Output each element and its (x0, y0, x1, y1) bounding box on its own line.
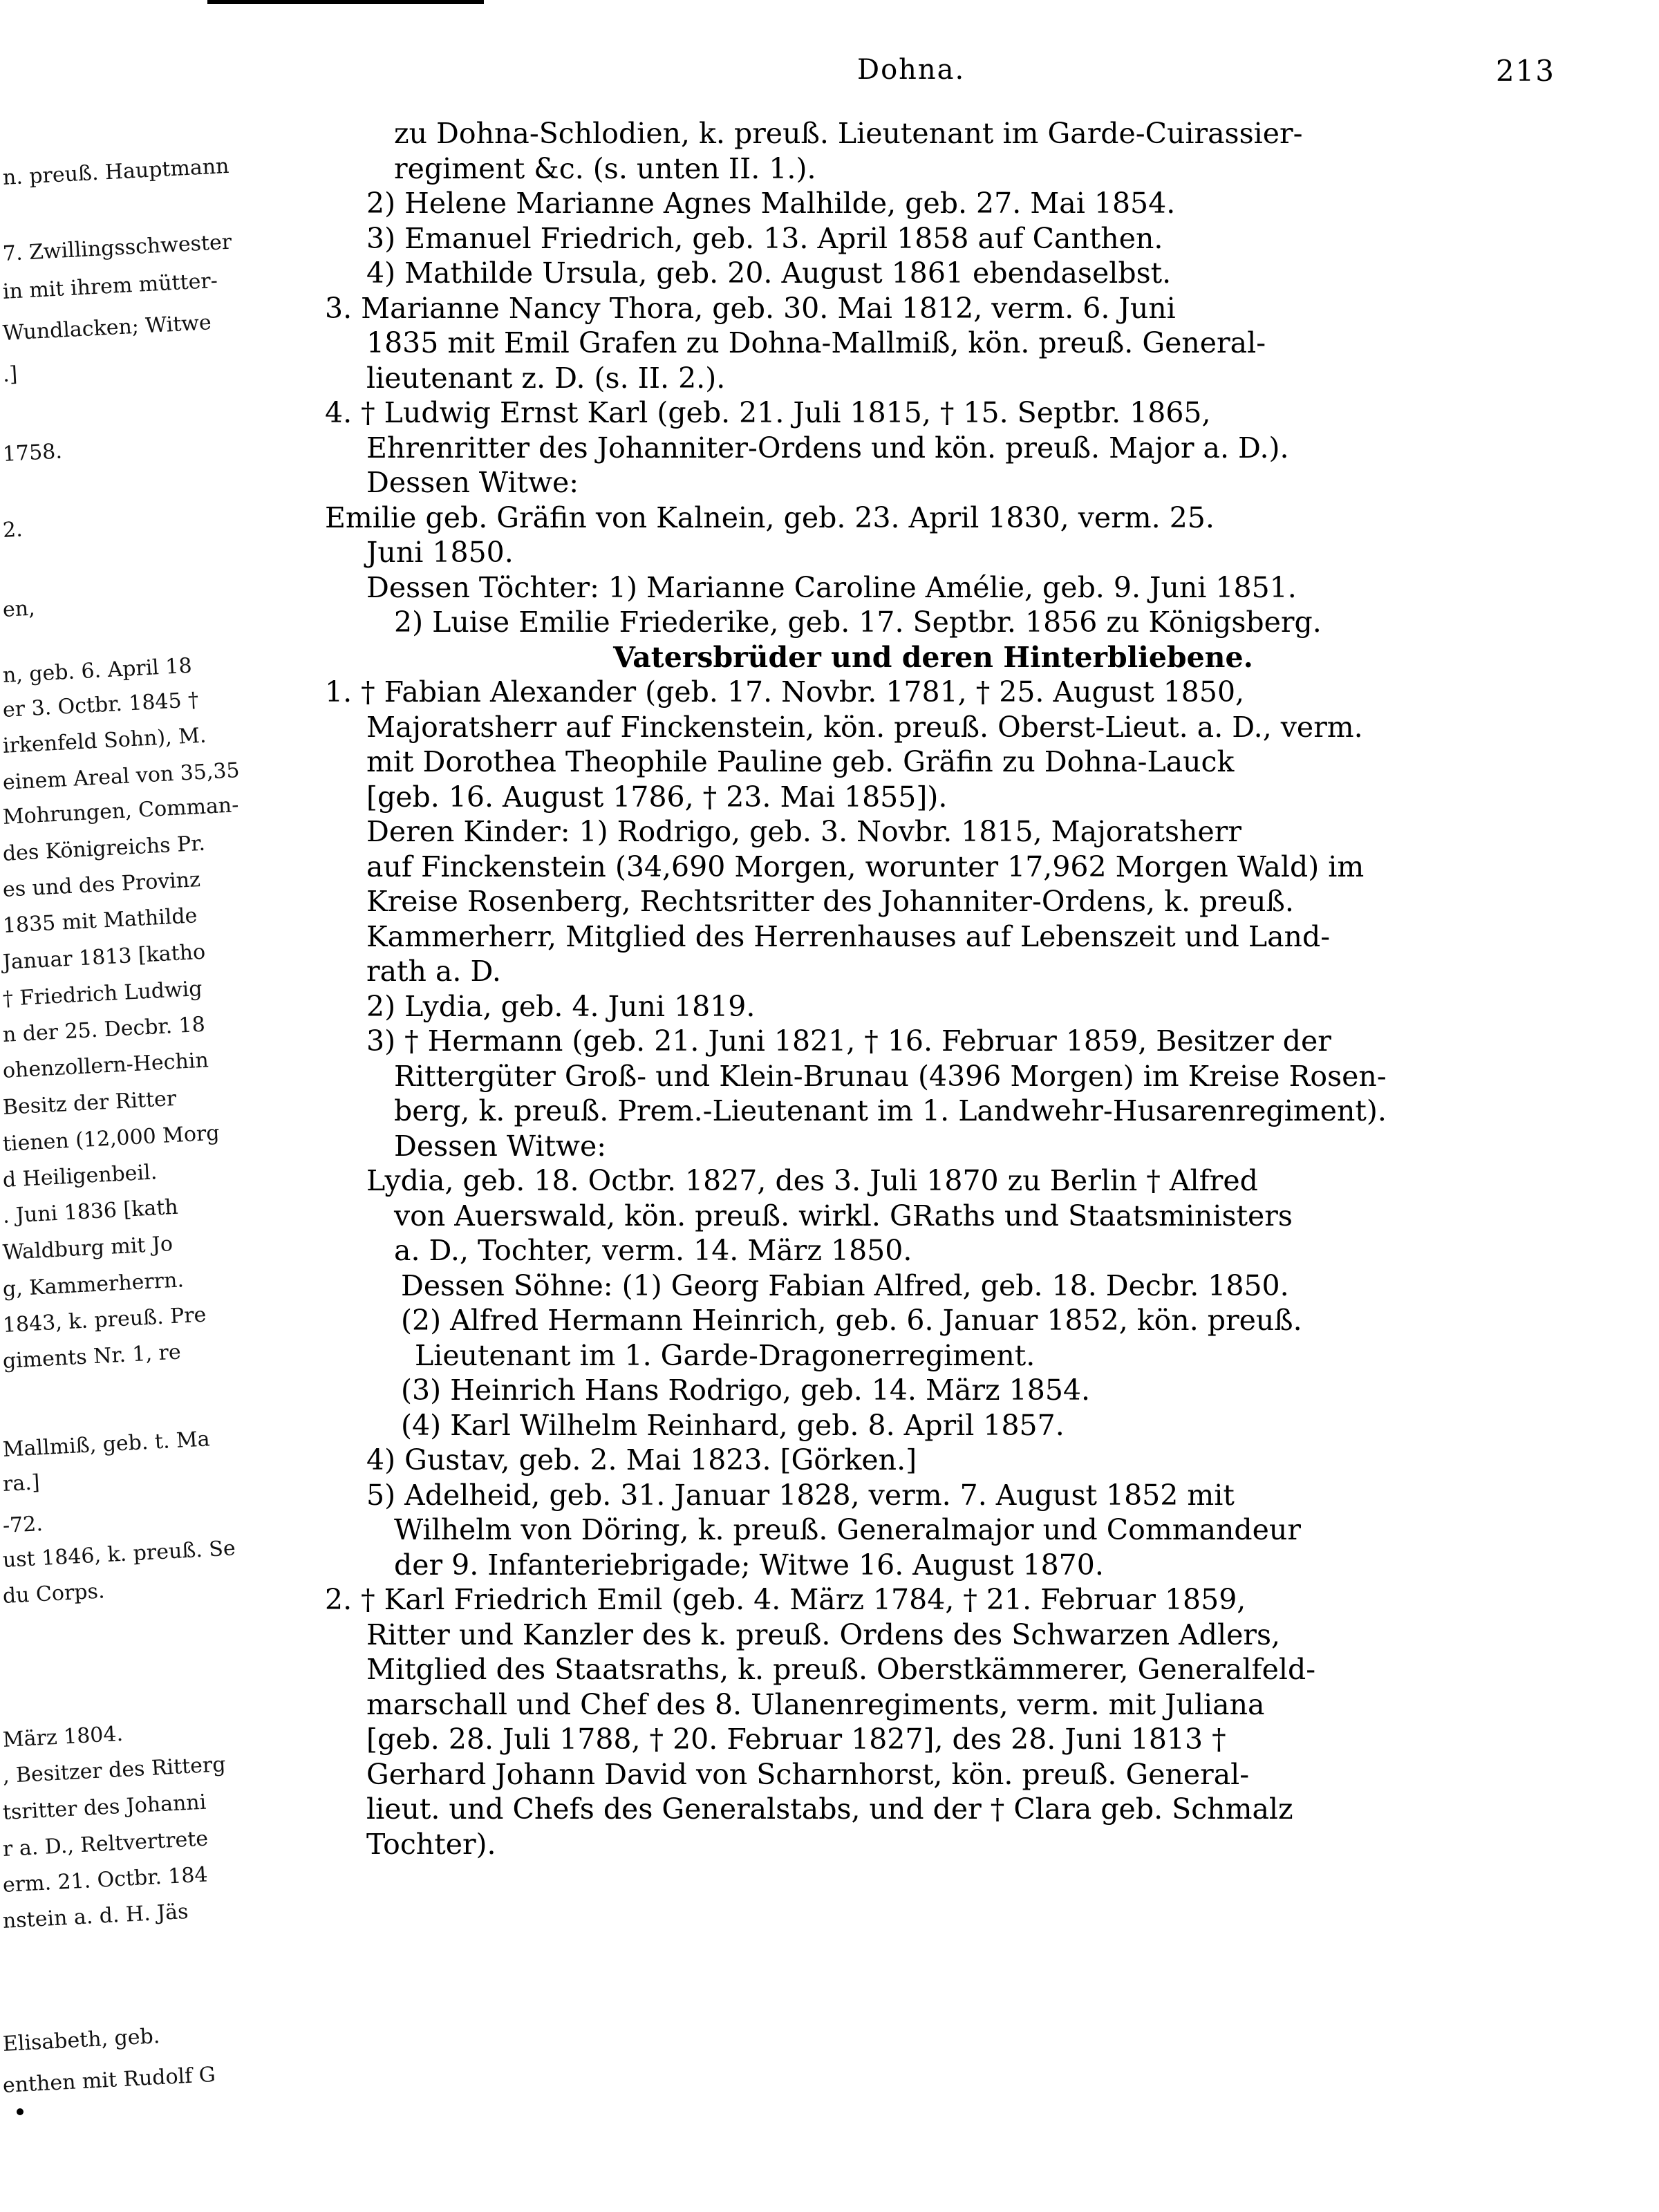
section-heading: Vatersbrüder und deren Hinterbliebene. (613, 640, 1253, 674)
text-line: Dessen Witwe: (394, 1129, 607, 1163)
text-line: (3) Heinrich Hans Rodrigo, geb. 14. März 1854. (401, 1374, 1091, 1407)
running-head: Dohna. (857, 54, 966, 86)
adjacent-page-fragments (0, 138, 241, 2177)
text-line: 5) Adelheid, geb. 31. Januar 1828, verm. 7. August 1852 mit (366, 1478, 1235, 1512)
fragment-line: ra.] (2, 1470, 41, 1497)
text-line: Ehrenritter des Johanniter-Ordens und kön. preuß. Major a. D.). (366, 431, 1289, 465)
fragment-line: g, Kammerherrn. (2, 1268, 185, 1302)
fragment-line: r a. D., Reltvertrete (2, 1826, 209, 1862)
text-line: Lieutenant im 1. Garde-Dragonerregiment. (415, 1338, 1035, 1372)
text-line: 4) Mathilde Ursula, geb. 20. August 1861 ebendaselbst. (366, 256, 1172, 290)
fragment-line: in mit ihrem mütter- (2, 268, 218, 304)
fragment-line: März 1804. (2, 1721, 124, 1752)
text-line: Emilie geb. Gräfin von Kalnein, geb. 23. April 1830, verm. 25. (325, 500, 1215, 534)
fragment-line: 2. (2, 517, 24, 543)
fragment-line: n, geb. 6. April 18 (2, 653, 193, 688)
fragment-line: -72. (2, 1511, 44, 1538)
text-line: Wilhelm von Döring, k. preuß. Generalmajor und Commandeur (394, 1513, 1301, 1546)
text-line: Ritter und Kanzler des k. preuß. Ordens des Schwarzen Adlers, (366, 1618, 1281, 1651)
text-line: auf Finckenstein (34,690 Morgen, worunter 17,962 Morgen Wald) im (366, 850, 1365, 883)
text-line: zu Dohna-Schlodien, k. preuß. Lieutenant im Garde-Cuirassier- (394, 117, 1303, 150)
text-line: Deren Kinder: 1) Rodrigo, geb. 3. Novbr. 1815, Majoratsherr (366, 815, 1241, 848)
fragment-line: Wundlacken; Witwe (2, 310, 212, 346)
text-line: Kammerherr, Mitglied des Herrenhauses auf Lebenszeit und Land- (366, 919, 1331, 953)
fragment-line: irkenfeld Sohn), M. (2, 723, 207, 758)
fragment-line: ohenzollern-Hechin (2, 1048, 209, 1083)
text-line: 1835 mit Emil Grafen zu Dohna-Mallmiß, kön. preuß. General- (366, 326, 1266, 359)
fragment-line: Mallmiß, geb. t. Ma (2, 1427, 211, 1462)
fragment-line: † Friedrich Ludwig (2, 976, 203, 1011)
fragment-line: n der 25. Decbr. 18 (2, 1012, 206, 1047)
fragment-line: Waldburg mit Jo (2, 1232, 174, 1265)
fragment-line: du Corps. (2, 1579, 106, 1609)
text-line: mit Dorothea Theophile Pauline geb. Gräfin zu Dohna-Lauck (366, 745, 1235, 778)
text-line: 3) † Hermann (geb. 21. Juni 1821, † 16. Februar 1859, Besitzer der (366, 1024, 1331, 1058)
text-line: Juni 1850. (366, 536, 514, 569)
fragment-line: es und des Provinz (2, 868, 201, 902)
text-line: Lydia, geb. 18. Octbr. 1827, des 3. Juli 1870 zu Berlin † Alfred (366, 1164, 1258, 1197)
fragment-line: Mohrungen, Comman- (2, 793, 240, 830)
text-line: 2) Lydia, geb. 4. Juni 1819. (366, 989, 756, 1023)
fragment-line: tsritter des Johanni (2, 1790, 207, 1825)
text-line: 4. † Ludwig Ernst Karl (geb. 21. Juli 1815, † 15. Septbr. 1865, (325, 396, 1211, 429)
fragment-line: 1843, k. preuß. Pre (2, 1302, 207, 1338)
fragment-line: . Juni 1836 [kath (2, 1194, 179, 1228)
print-speck (17, 2108, 24, 2115)
page-number: 213 (1495, 54, 1555, 88)
fragment-line: , Besitzer des Ritterg (2, 1752, 227, 1788)
fragment-line: Januar 1813 [katho (2, 939, 206, 975)
fragment-line: enthen mit Rudolf G (2, 2062, 216, 2098)
fragment-line: Elisabeth, geb. (2, 2024, 161, 2056)
fragment-line: en, (2, 596, 36, 622)
fragment-line: er 3. Octbr. 1845 † (2, 688, 199, 722)
text-line: Kreise Rosenberg, Rechtsritter des Johanniter-Ordens, k. preuß. (366, 885, 1294, 918)
text-line: Mitglied des Staatsraths, k. preuß. Oberstkämmerer, Generalfeld- (366, 1653, 1316, 1686)
text-line: 3. Marianne Nancy Thora, geb. 30. Mai 1812, verm. 6. Juni (325, 291, 1176, 325)
text-line: 2. † Karl Friedrich Emil (geb. 4. März 1784, † 21. Februar 1859, (325, 1583, 1246, 1616)
fragment-line: 1758. (2, 439, 63, 467)
text-line: berg, k. preuß. Prem.-Lieutenant im 1. Landwehr-Husarenregiment). (394, 1094, 1387, 1127)
text-line: Majoratsherr auf Finckenstein, kön. preuß. Oberst-Lieut. a. D., verm. (366, 710, 1363, 744)
text-line: lieutenant z. D. (s. II. 2.). (366, 361, 726, 395)
text-line: regiment &c. (s. unten II. 1.). (394, 151, 816, 185)
fragment-line: d Heiligenbeil. (2, 1160, 158, 1192)
text-line: (2) Alfred Hermann Heinrich, geb. 6. Januar 1852, kön. preuß. (401, 1304, 1302, 1337)
text-line: von Auerswald, kön. preuß. wirkl. GRaths und Staatsministers (394, 1199, 1293, 1232)
fragment-line: .] (2, 362, 19, 387)
fragment-line: n. preuß. Hauptmann (2, 153, 230, 190)
text-line: a. D., Tochter, verm. 14. März 1850. (394, 1234, 912, 1267)
text-line: 2) Helene Marianne Agnes Malhilde, geb. 27. Mai 1854. (366, 187, 1176, 220)
text-line: Dessen Witwe: (366, 466, 579, 499)
text-line: der 9. Infanteriebrigade; Witwe 16. August 1870. (394, 1548, 1104, 1582)
fragment-line: giments Nr. 1, re (2, 1340, 182, 1374)
fragment-line: ust 1846, k. preuß. Se (2, 1536, 236, 1573)
text-line: 2) Luise Emilie Friederike, geb. 17. Septbr. 1856 zu Königsberg. (394, 606, 1322, 639)
fragment-line: einem Areal von 35,35 (2, 758, 241, 795)
text-line: 3) Emanuel Friedrich, geb. 13. April 1858 auf Canthen. (366, 221, 1163, 255)
fragment-line: 1835 mit Mathilde (2, 903, 198, 938)
main-text (325, 116, 1541, 1862)
fragment-line: erm. 21. Octbr. 184 (2, 1862, 209, 1897)
text-line: [geb. 28. Juli 1788, † 20. Februar 1827], des 28. Juni 1813 † (366, 1723, 1226, 1756)
text-line: [geb. 16. August 1786, † 23. Mai 1855]). (366, 780, 948, 814)
text-line: 1. † Fabian Alexander (geb. 17. Novbr. 1781, † 25. August 1850, (325, 675, 1245, 709)
text-line: (4) Karl Wilhelm Reinhard, geb. 8. April 1857. (401, 1408, 1065, 1442)
fragment-line: 7. Zwillingsschwester (2, 229, 232, 266)
top-rule (207, 0, 484, 4)
text-line: lieut. und Chefs des Generalstabs, und der † Clara geb. Schmalz (366, 1792, 1293, 1826)
fragment-line: tienen (12,000 Morg (2, 1121, 221, 1156)
fragment-line: des Königreichs Pr. (2, 831, 206, 866)
fragment-line: Besitz der Ritter (2, 1086, 177, 1120)
text-line: 4) Gustav, geb. 2. Mai 1823. [Görken.] (366, 1443, 917, 1477)
text-line: Tochter). (366, 1827, 496, 1861)
text-line: marschall und Chef des 8. Ulanenregiments, verm. mit Juliana (366, 1687, 1265, 1721)
text-line: Rittergüter Groß- und Klein-Brunau (4396 Morgen) im Kreise Rosen- (394, 1059, 1387, 1093)
text-line: rath a. D. (366, 955, 501, 988)
fragment-line: nstein a. d. H. Jäs (2, 1899, 189, 1933)
text-line: Gerhard Johann David von Scharnhorst, kön. preuß. General- (366, 1757, 1250, 1791)
text-line: Dessen Töchter: 1) Marianne Caroline Amélie, geb. 9. Juni 1851. (366, 570, 1297, 604)
text-line: Dessen Söhne: (1) Georg Fabian Alfred, geb. 18. Decbr. 1850. (401, 1268, 1289, 1302)
